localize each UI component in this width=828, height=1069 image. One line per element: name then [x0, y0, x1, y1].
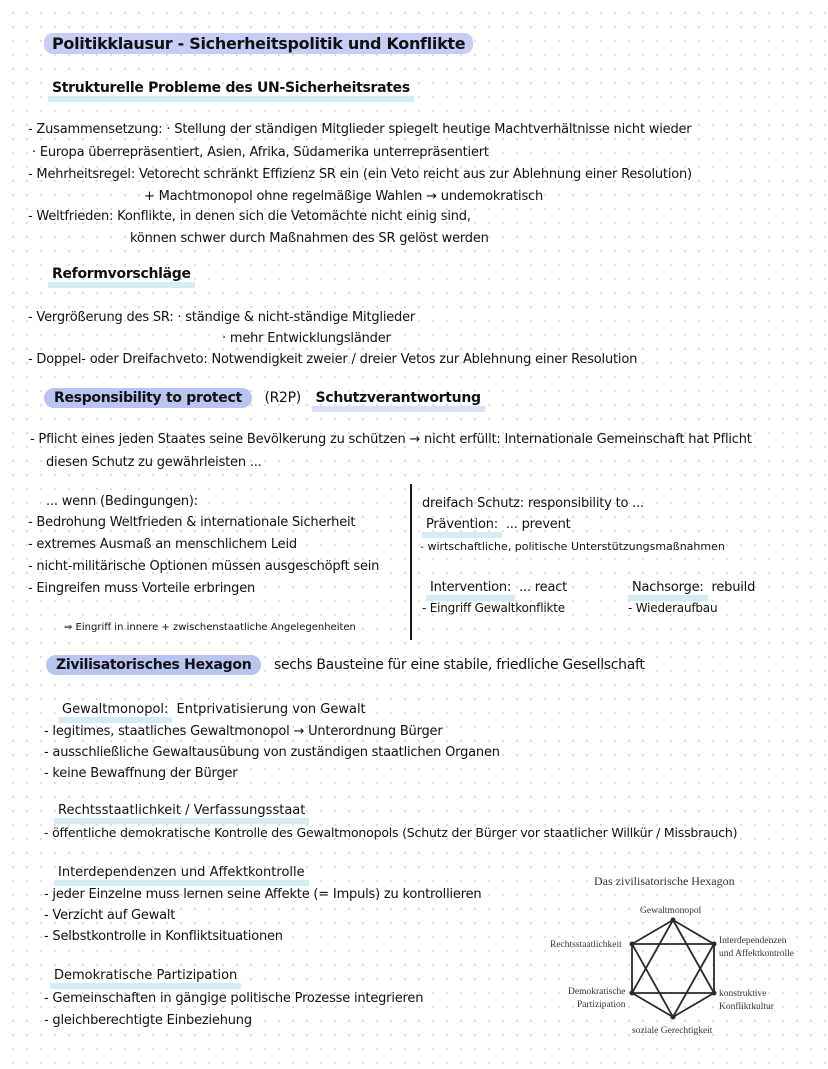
text-line: - jeder Einzelne muss lernen seine Affekte (= Impuls) zu kontrollieren: [44, 887, 482, 902]
prevention-item: - wirtschaftliche, politische Unterstützungsmaßnahmen: [420, 540, 725, 553]
text-line: - Mehrheitsregel: Vetorecht schränkt Effizienz SR ein (ein Veto reicht aus zur Ablehnung einer Resolution): [28, 167, 692, 182]
prevention-label: Prävention:: [422, 517, 502, 538]
vertex-dot: [671, 918, 676, 923]
text-line: · Europa überrepräsentiert, Asien, Afrika, Südamerika unterrepräsentiert: [32, 145, 489, 160]
text-line: - Selbstkontrolle in Konfliktsituationen: [44, 929, 283, 944]
text-line: - öffentliche demokratische Kontrolle des Gewaltmonopols (Schutz der Bürger vor staatlicher Willkür / Missbrauch): [44, 825, 738, 840]
text-line: · mehr Entwicklungsländer: [222, 331, 391, 346]
text-line: - Zusammensetzung: · Stellung der ständigen Mitglieder spiegelt heutige Machtverhältnisse nicht wieder: [28, 122, 692, 137]
condition-item: - extremes Ausmaß an menschlichem Leid: [28, 537, 297, 552]
hexagon-label-upper-right-1: Interdependenzen: [719, 936, 787, 946]
section-heading-hexagon: Zivilisatorisches Hexagon sechs Bausteine für eine stabile, friedliche Gesellschaft: [46, 657, 645, 673]
text-line: - legitimes, staatliches Gewaltmonopol → Unterordnung Bürger: [44, 724, 443, 739]
text-line: - Pflicht eines jeden Staates seine Bevölkerung zu schützen → nicht erfüllt: Internationale Gemeinschaft hat Pflicht: [30, 432, 752, 447]
hexagon-diagram: [620, 915, 740, 1030]
section-heading-r2p: Responsibility to protect (R2P) Schutzverantwortung: [44, 390, 485, 406]
block-heading: Gewaltmonopol: Entprivatisierung von Gewalt: [58, 702, 366, 717]
hexagon-label-upper-right-2: und Affektkontrolle: [719, 949, 795, 959]
hexagon-label-upper-left: Rechtsstaatlichkeit: [550, 940, 622, 950]
aftercare-row: [628, 580, 755, 595]
hexagon-label-bottom: soziale Gerechtigkeit: [632, 1026, 713, 1036]
block-heading: Interdependenzen und Affektkontrolle: [54, 865, 309, 880]
text-line: - ausschließliche Gewaltausübung von zuständigen staatlichen Organen: [44, 745, 500, 760]
section-heading-un-problems: Strukturelle Probleme des UN-Sicherheitsrates: [48, 80, 414, 96]
intervention-text: ... react: [519, 580, 568, 595]
conditions-heading: ... wenn (Bedingungen):: [46, 494, 198, 509]
aftercare-label: Nachsorge:: [628, 580, 708, 601]
vertex-dot: [630, 991, 635, 996]
text-line: + Machtmonopol ohne regelmäßige Wahlen → undemokratisch: [144, 189, 544, 204]
vertex-dot: [630, 942, 635, 947]
hexagram-triangle-up: [632, 920, 714, 993]
text-line: können schwer durch Maßnahmen des SR gelöst werden: [130, 231, 489, 246]
intervention-item: - Eingriff Gewaltkonflikte: [422, 601, 565, 615]
r2p-abbreviation: (R2P): [264, 390, 301, 406]
hexagon-label-lower-right-2: Konfliktkultur: [719, 1002, 774, 1012]
aftercare-item: - Wiederaufbau: [628, 601, 718, 615]
conditions-note: ⇒ Eingriff in innere + zwischenstaatliche Angelegenheiten: [64, 622, 356, 633]
prevention-row: [422, 517, 571, 532]
block-heading: Demokratische Partizipation: [50, 968, 241, 983]
column-divider: [410, 484, 412, 640]
hexagon-outline: [632, 920, 714, 1017]
hexagon-label-lower-left-1: Demokratische: [568, 987, 626, 997]
diagram-title: Das zivilisatorische Hexagon: [594, 874, 735, 888]
intervention-row: [426, 580, 567, 595]
section-heading-reforms: Reformvorschläge: [48, 266, 195, 282]
text-line: - Doppel- oder Dreifachveto: Notwendigkeit zweier / dreier Vetos zur Ablehnung einer Resolution: [28, 352, 638, 367]
threefold-heading: dreifach Schutz: responsibility to ...: [422, 496, 644, 511]
text-line: diesen Schutz zu gewährleisten ...: [46, 455, 262, 470]
text-line: - Weltfrieden: Konflikte, in denen sich die Vetomächte nicht einig sind,: [28, 209, 471, 224]
hexagon-label-lower-right-1: konstruktive: [719, 989, 767, 999]
prevention-text: ... prevent: [505, 517, 571, 532]
page-title: Politikklausur - Sicherheitspolitik und Konflikte: [44, 34, 473, 53]
text-line: - Vergrößerung des SR: · ständige & nicht-ständige Mitglieder: [28, 310, 416, 325]
condition-item: - nicht-militärische Optionen müssen ausgeschöpft sein: [28, 559, 380, 574]
text-line: - keine Bewaffnung der Bürger: [44, 766, 238, 781]
text-line: - gleichberechtigte Einbeziehung: [44, 1013, 252, 1028]
r2p-german: Schutzverantwortung: [312, 390, 485, 412]
text-line: - Verzicht auf Gewalt: [44, 908, 176, 923]
hexagon-subtitle: sechs Bausteine für eine stabile, friedliche Gesellschaft: [273, 657, 645, 673]
text-line: - Gemeinschaften in gängige politische Prozesse integrieren: [44, 991, 424, 1006]
intervention-label: Intervention:: [426, 580, 515, 601]
aftercare-text: rebuild: [711, 580, 756, 595]
vertex-dot: [712, 991, 717, 996]
hexagram-triangle-down: [632, 944, 714, 1017]
vertex-dot: [671, 1015, 676, 1020]
hexagon-label-lower-left-2: Partizipation: [577, 1000, 626, 1010]
condition-item: - Bedrohung Weltfrieden & internationale Sicherheit: [28, 515, 356, 530]
condition-item: - Eingreifen muss Vorteile erbringen: [28, 581, 256, 596]
block-heading: Rechtsstaatlichkeit / Verfassungsstaat: [54, 803, 309, 818]
vertex-dot: [712, 942, 717, 947]
hexagon-label-top: Gewaltmonopol: [640, 906, 702, 916]
